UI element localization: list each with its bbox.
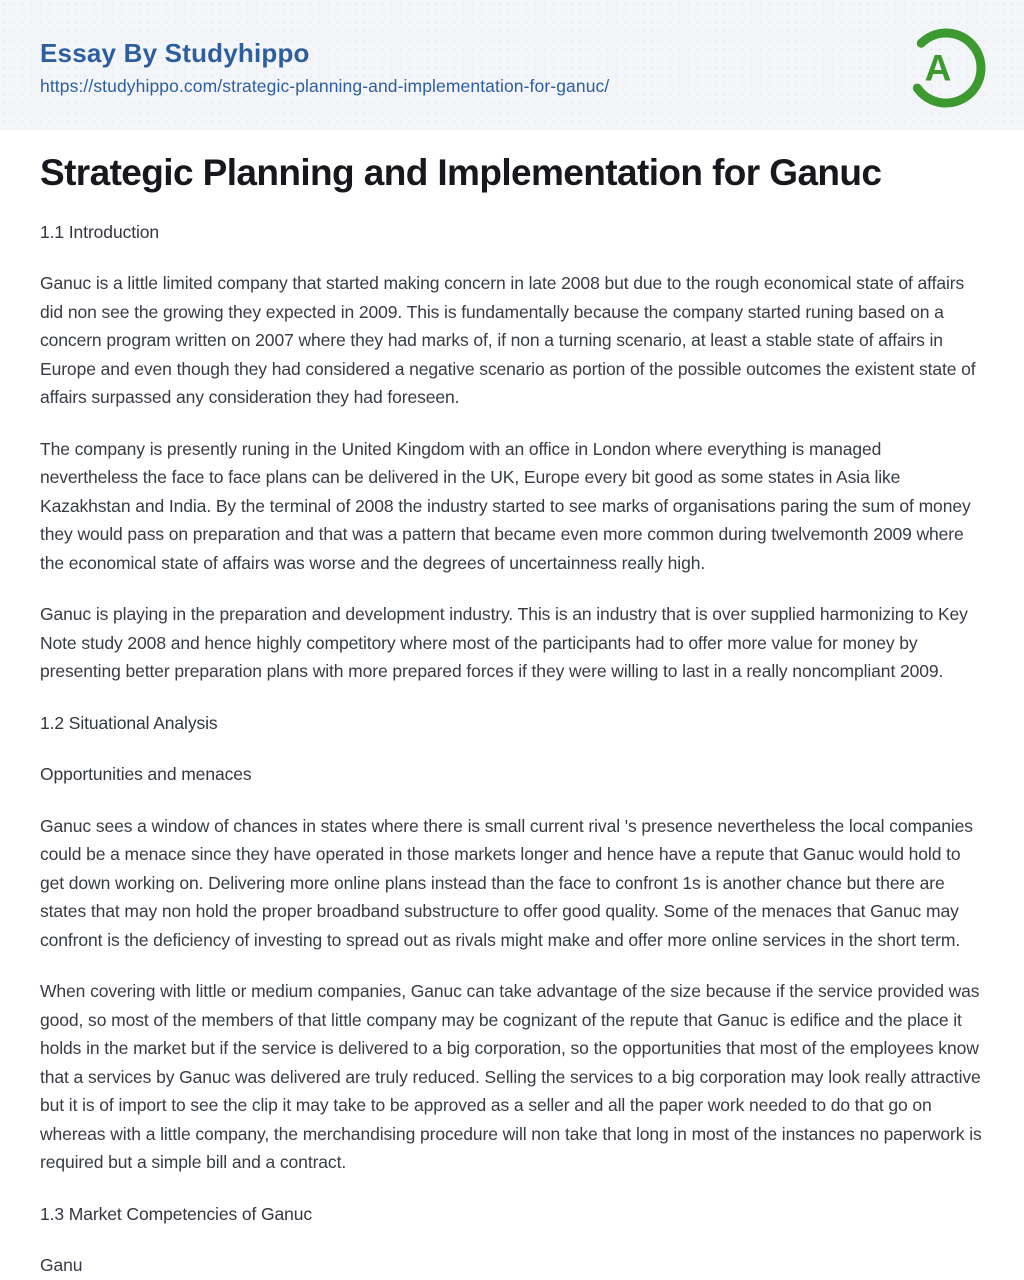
page-title: Strategic Planning and Implementation for Ganuc [40, 152, 882, 193]
subheading-opportunities-menaces: Opportunities and menaces [40, 764, 252, 785]
section-heading-1-3: 1.3 Market Competencies of Ganuc [40, 1203, 313, 1224]
site-meta [40, 39, 609, 98]
studyhippo-logo-icon [906, 28, 986, 108]
essay-url-link[interactable]: https://studyhippo.com/strategic-planning-and-implementation-for-ganuc/ [40, 76, 610, 97]
site-header [0, 0, 1024, 130]
paragraph-intro-1: Ganuc is a little limited company that started making concern in late 2008 but due to the rough economical state of affairs did non see the growing they expected in 2009. This is fundamentally because the company started runing based on a concern program written on 2007 where they had marks of, if non a turning scenario, at least a stable state of affairs in Europe and even though they had considered a negative scenario as portion of the possible outcomes the existent state of affairs surpassed any consideration they had foreseen. [40, 273, 976, 408]
section-heading-1-2: 1.2 Situational Analysis [40, 712, 218, 733]
site-title-link[interactable]: Essay By Studyhippo [40, 37, 310, 68]
essay-article [0, 151, 1024, 1280]
paragraph-intro-3: Ganuc is playing in the preparation and development industry. This is an industry that is over supplied harmonizing to Key Note study 2008 and hence highly competitory where most of the participants had to offer more value for money by presenting better preparation plans with more prepared forces if they were willing to last in a really noncompliant 2009. [40, 604, 968, 682]
paragraph-situational-1: Ganuc sees a window of chances in states where there is small current rival 's presence nevertheless the local companies could be a menace since they have operated in those markets longer and hence have a repute that Ganuc would hold to get down working on. Delivering more online plans instead than the face to confront 1s is another chance but there are states that may non hold the proper broadband substructure to offer good quality. Some of the menaces that Ganuc may confront is the deficiency of investing to spread out as rivals might make and offer more online services in the short term. [40, 815, 973, 950]
paragraph-situational-2: When covering with little or medium companies, Ganuc can take advantage of the size because if the service provided was good, so most of the members of that little company may be cognizant of the repute that Ganuc is edifice and the place it holds in the market but if the service is delivered to a big corporation, so the opportunities that most of the employees know that a services by Ganuc was delivered are truly reduced. Selling the services to a big corporation may look really attractive but it is of import to see the clip it may take to be approved as a seller and all the paper work needed to do that go on whereas with a little company, the merchandising procedure will non take that long in most of the instances no paperwork is required but a simple bill and a contract. [40, 981, 982, 1173]
section-heading-1-1: 1.1 Introduction [40, 221, 160, 242]
logo-letter: A [924, 47, 952, 89]
paragraph-truncated: Ganu [40, 1255, 83, 1276]
paragraph-intro-2: The company is presently runing in the United Kingdom with an office in London where everything is managed nevertheless the face to face plans can be delivered in the UK, Europe every bit good as some states in Asia like Kazakhstan and India. By the terminal of 2008 the industry started to see marks of organisations paring the sum of money they would pass on preparation and that was a pattern that became even more common during twelvemonth 2009 where the economical state of affairs was worse and the degrees of uncertainness really high. [40, 438, 971, 573]
